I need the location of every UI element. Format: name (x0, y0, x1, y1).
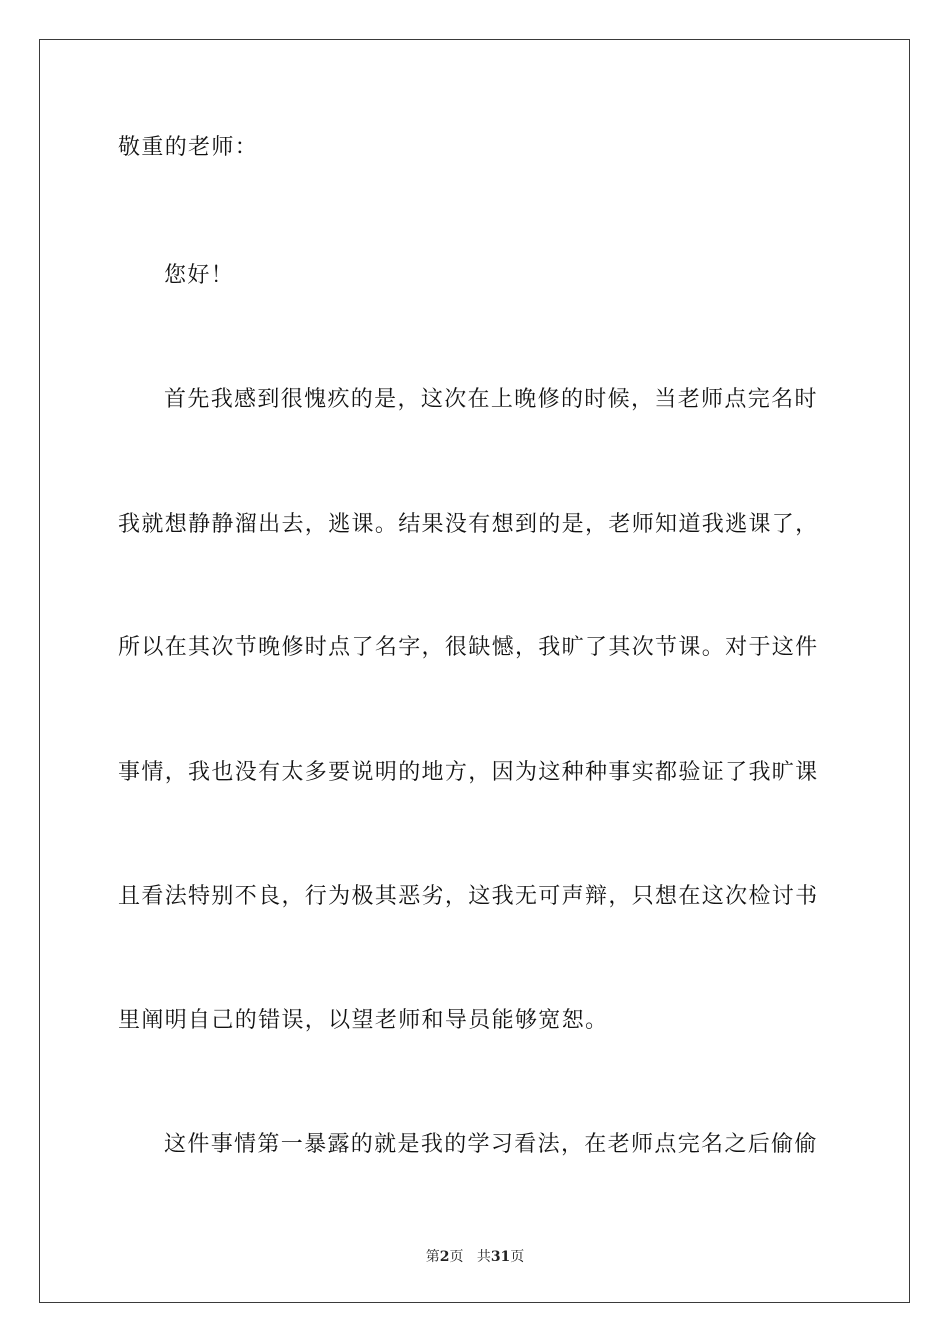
body-line-5: 且看法特别不良，行为极其恶劣，这我无可声辩，只想在这次检讨书 (118, 884, 819, 909)
page-frame (39, 39, 910, 1303)
greeting: 您好！ (164, 263, 235, 288)
body-line-4: 事情，我也没有太多要说明的地方，因为这种种事实都验证了我旷课 (118, 760, 819, 785)
page-number: 2 (439, 1249, 450, 1265)
body-line-1: 首先我感到很愧疚的是，这次在上晚修的时候，当老师点完名时 (164, 387, 818, 412)
total-prefix: 共 (476, 1249, 491, 1265)
body-line-7: 这件事情第一暴露的就是我的学习看法，在老师点完名之后偷偷 (164, 1132, 818, 1157)
body-line-6: 里阐明自己的错误，以望老师和导员能够宽恕。 (118, 1008, 609, 1033)
page-prefix: 第 (425, 1249, 440, 1265)
salutation: 敬重的老师： (118, 135, 259, 160)
total-pages: 31 (490, 1249, 511, 1265)
body-line-2: 我就想静静溜出去，逃课。结果没有想到的是，老师知道我逃课了， (118, 512, 819, 537)
total-suffix: 页 (510, 1249, 525, 1265)
page-suffix: 页 (449, 1249, 464, 1265)
page-footer (0, 1248, 950, 1266)
body-line-3: 所以在其次节晚修时点了名字，很缺憾，我旷了其次节课。对于这件 (118, 635, 819, 660)
